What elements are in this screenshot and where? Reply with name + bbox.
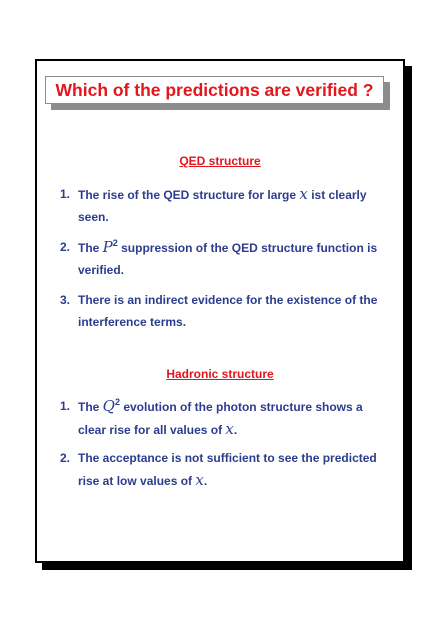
item-text <box>78 447 390 492</box>
item-number: 3. <box>60 293 71 307</box>
math-symbol: Q <box>102 397 115 415</box>
section-heading-qed: QED structure <box>179 154 261 168</box>
section-heading-hadronic: Hadronic structure <box>166 367 274 381</box>
list-item <box>60 395 390 441</box>
item-text-part: suppression of the QED structure function is verified. <box>78 241 378 277</box>
item-text-part: evolution of the photon structure shows a clear rise for all values of <box>78 400 363 437</box>
item-text-part: The <box>78 241 103 255</box>
item-text <box>78 183 390 228</box>
item-text-part: The rise of the QED structure for large <box>78 188 300 202</box>
list-item <box>60 447 390 492</box>
list-item <box>60 183 390 228</box>
list-item <box>60 289 390 333</box>
item-text-part: The <box>78 400 103 414</box>
item-number: 2. <box>60 240 71 254</box>
list-item <box>60 236 390 281</box>
item-text-part: The acceptance is not sufficient to see the predicted rise at low values of <box>78 451 377 488</box>
item-text-part: . <box>233 423 238 437</box>
math-superscript: 2 <box>112 238 118 248</box>
item-text: There is an indirect evidence for the existence of the interference terms. <box>78 293 378 329</box>
item-text <box>78 236 390 281</box>
item-number: 1. <box>60 399 71 413</box>
item-text-part: . <box>203 474 208 488</box>
math-superscript: 2 <box>114 397 120 407</box>
item-text-part: ist clearly seen. <box>78 188 367 224</box>
math-symbol: x <box>299 185 308 203</box>
title-box <box>45 76 384 104</box>
item-text <box>78 395 390 441</box>
page-title: Which of the predictions are verified ? <box>55 79 374 100</box>
math-symbol: P <box>102 238 113 256</box>
math-symbol: x <box>195 471 204 489</box>
math-symbol: x <box>225 420 234 438</box>
item-number: 2. <box>60 451 71 465</box>
item-number: 1. <box>60 187 71 201</box>
